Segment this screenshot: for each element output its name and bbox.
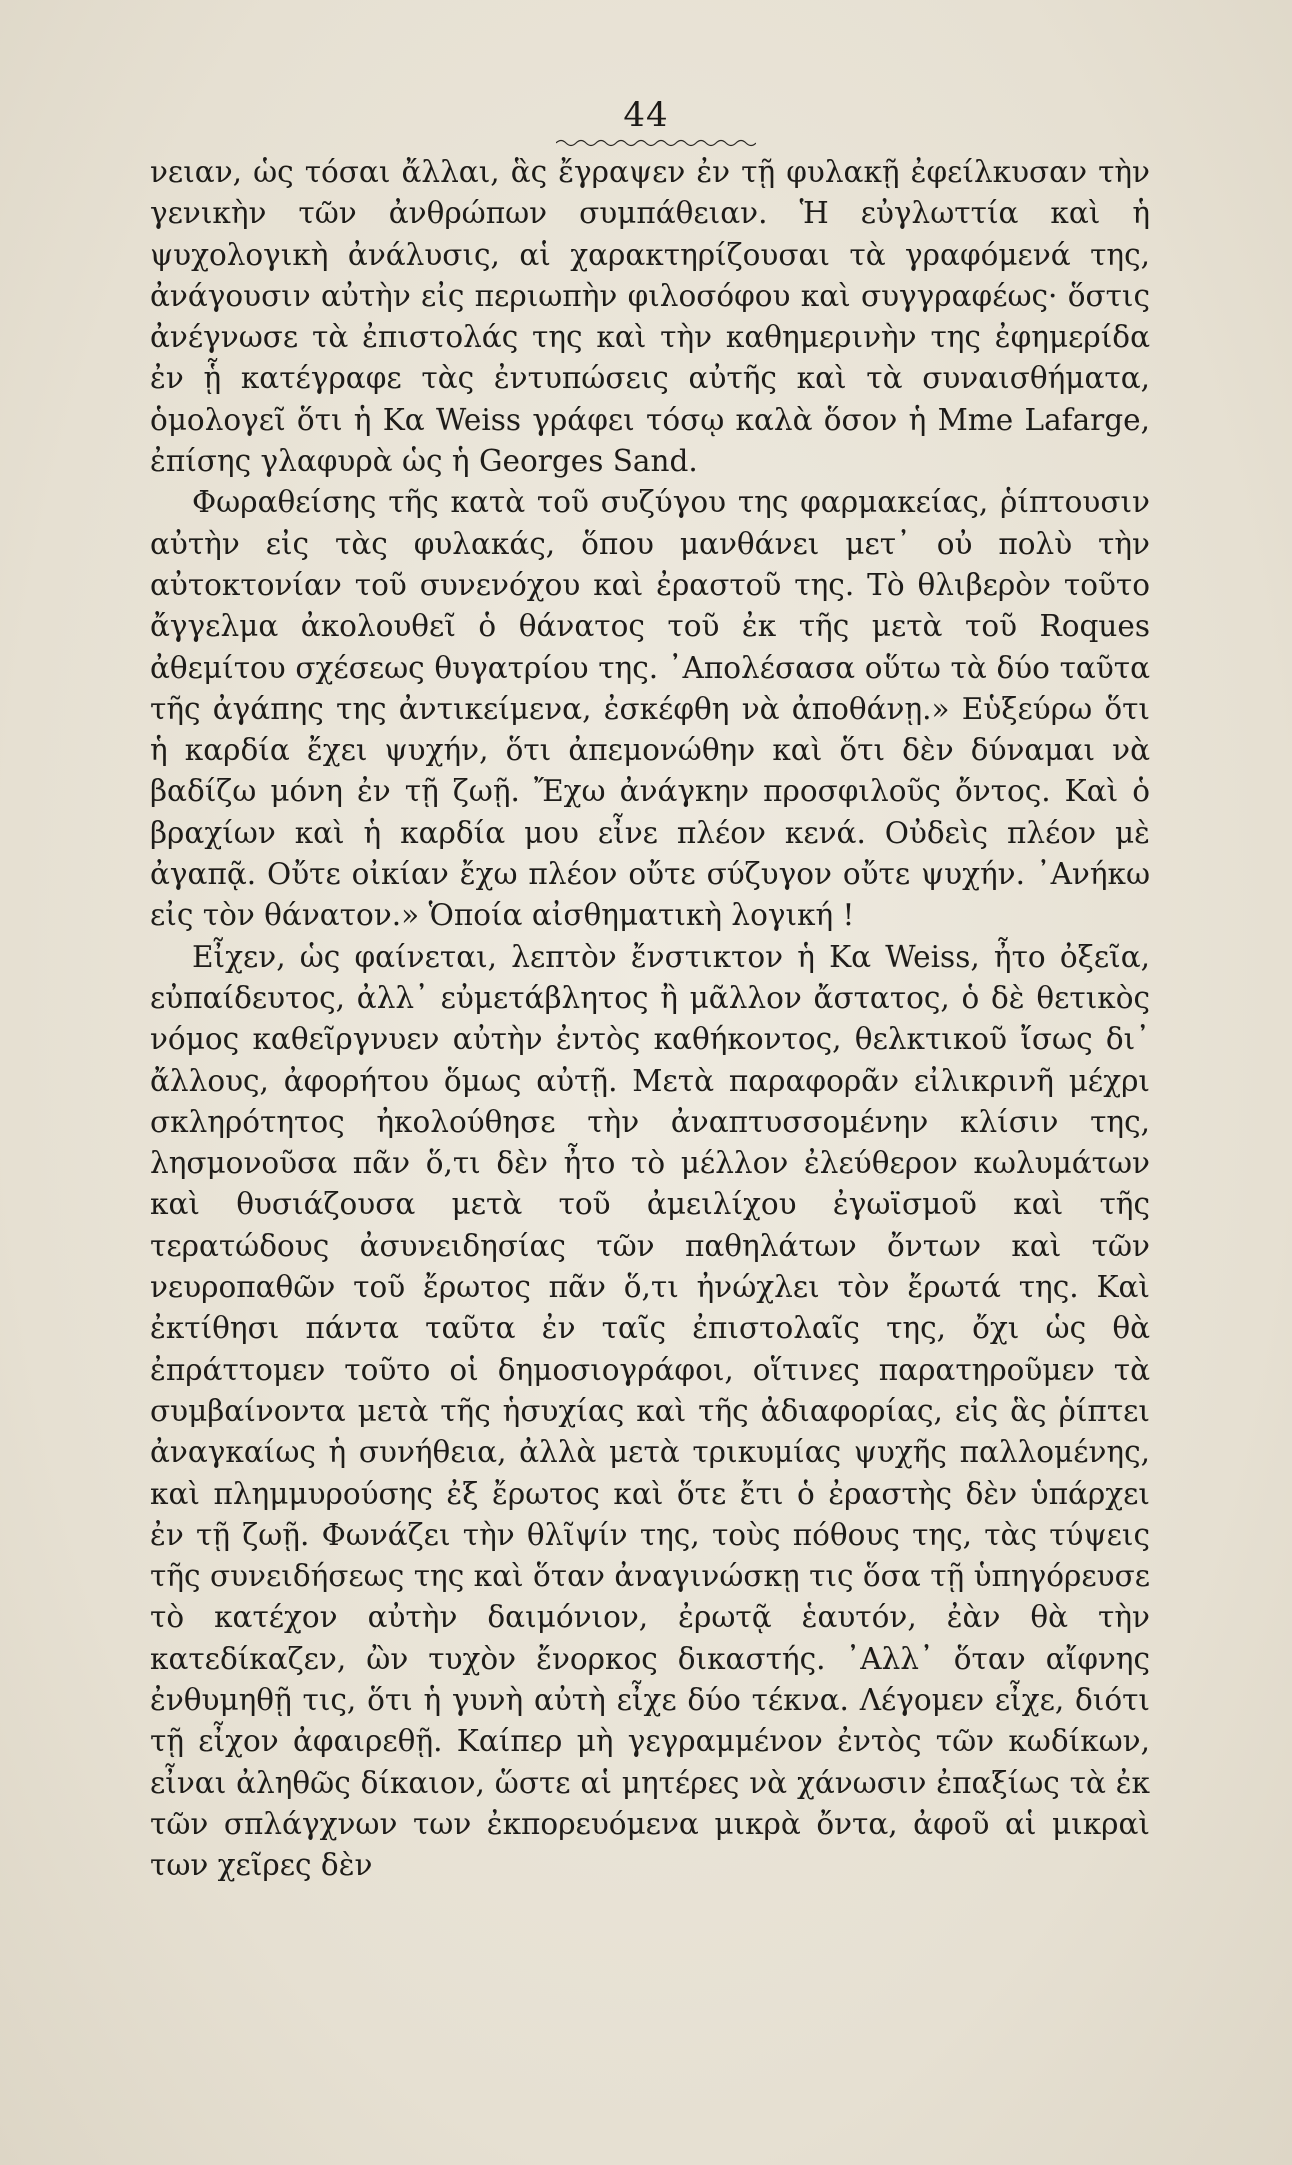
page-number-ornament — [556, 138, 756, 148]
paragraph-poisoning: Φωραθείσης τῆς κατὰ τοῦ συζύγου της φαρμακείας, ῥίπτουσιν αὐτὴν εἰς τὰς φυλακάς, ὅπου μανθάνει μετ᾽ οὐ πολὺ τὴν αὐτοκτονίαν τοῦ συνενόχου καὶ ἐραστοῦ της. Τὸ θλιβερὸν τοῦτο ἄγγελμα ἀκολουθεῖ ὁ θάνατος τοῦ ἐκ τῆς μετὰ τοῦ Roques ἀθεμίτου σχέσεως θυγατρίου της. ᾿Απολέσασα οὕτω τὰ δύο ταῦτα τῆς ἀγάπης της ἀντικείμενα, ἐσκέφθη νὰ ἀποθάνῃ.» Εὑξεύρω ὅτι ἡ καρδία ἔχει ψυχήν, ὅτι ἀπεμονώθην καὶ ὅτι δὲν δύναμαι νὰ βαδίζω μόνη ἐν τῇ ζωῇ. Ἔχω ἀνάγκην προσφιλοῦς ὄντος. Καὶ ὁ βραχίων καὶ ἡ καρδία μου εἶνε πλέον κενά. Οὐδεὶς πλέον μὲ ἀγαπᾷ. Οὔτε οἰκίαν ἔχω πλέον οὔτε σύζυγον οὔτε ψυχήν. ᾿Ανήκω εἰς τὸν θάνατον.» Ὁποία αἰσθηματικὴ λογική ! — [150, 485, 1150, 933]
paragraph-character: Εἶχεν, ὡς φαίνεται, λεπτὸν ἔνστικτον ἡ Κα Weiss, ἦτο ὀξεῖα, εὐπαίδευτος, ἀλλ᾽ εὐμετάβλητος ἢ μᾶλλον ἄστατος, ὁ δὲ θετικὸς νόμος καθεῖργνυεν αὐτὴν ἐντὸς καθήκοντος, θελκτικοῦ ἴσως δι᾽ ἄλλους, ἀφορήτου ὅμως αὐτῇ. Μετὰ παραφορᾶν εἰλικρινῆ μέχρι σκληρότητος ἠκολούθησε τὴν ἀναπτυσσομένην κλίσιν της, λησμονοῦσα πᾶν ὅ,τι δὲν ἦτο τὸ μέλλον ἐλεύθερον κωλυμάτων καὶ θυσιάζουσα μετὰ τοῦ ἀμειλίχου ἐγωϊσμοῦ καὶ τῆς τερατώδους ἀσυνειδησίας τῶν παθηλάτων ὄντων καὶ τῶν νευροπαθῶν τοῦ ἔρωτος πᾶν ὅ,τι ἠνώχλει τὸν ἔρωτά της. Καὶ ἐκτίθησι πάντα ταῦτα ἐν ταῖς ἐπιστολαῖς της, ὄχι ὡς θὰ ἐπράττομεν τοῦτο οἱ δημοσιογράφοι, οἵτινες παρατηροῦμεν τὰ συμβαίνοντα μετὰ τῆς ἡσυχίας καὶ τῆς ἀδιαφορίας, εἰς ἃς ῥίπτει ἀναγκαίως ἡ συνήθεια, ἀλλὰ μετὰ τρικυμίας ψυχῆς παλλομένης, καὶ πλημμυρούσης ἐξ ἔρωτος καὶ ὅτε ἔτι ὁ ἐραστὴς δὲν ὑπάρχει ἐν τῇ ζωῇ. Φωνάζει τὴν θλῖψίν της, τοὺς πόθους της, τὰς τύψεις τῆς συνειδήσεως της καὶ ὅταν ἀναγινώσκῃ τις ὅσα τῇ ὑπηγόρευσε τὸ κατέχον αὐτὴν δαιμόνιον, ἐρωτᾷ ἑαυτόν, ἐὰν θὰ τὴν κατεδίκαζεν, ὢν τυχὸν ἔνορκος δικαστής. ᾿Αλλ᾽ ὅταν αἴφνης ἐνθυμηθῇ τις, ὅτι ἡ γυνὴ αὐτὴ εἶχε δύο τέκνα. Λέγομεν εἶχε, διότι τῇ εἶχον ἀφαιρεθῇ. Καίπερ μὴ γεγραμμένον ἐντὸς τῶν κωδίκων, εἶναι ἀληθῶς δίκαιον, ὥστε αἱ μητέρες νὰ χάνωσιν ἐπαξίως τὰ ἐκ τῶν σπλάγχνων των ἐκπορευόμενα μικρὰ ὄντα, ἀφοῦ αἱ μικραὶ των χεῖρες δὲν — [150, 939, 1150, 1883]
page-number: 44 — [623, 95, 669, 135]
paragraph-continuation: νειαν, ὡς τόσαι ἄλλαι, ἃς ἔγραψεν ἐν τῇ φυλακῇ ἐφείλκυσαν τὴν γενικὴν τῶν ἀνθρώπων συμπάθειαν. Ἡ εὐγλωττία καὶ ἡ ψυχολογικὴ ἀνάλυσις, αἱ χαρακτηρίζουσαι τὰ γραφόμενά της, ἀνάγουσιν αὐτὴν εἰς περιωπὴν φιλοσόφου καὶ συγγραφέως· ὅστις ἀνέγνωσε τὰ ἐπιστολάς της καὶ τὴν καθημερινὴν της ἐφημερίδα ἐν ᾗ κατέγραφε τὰς ἐντυπώσεις αὐτῆς καὶ τὰ συναισθήματα, ὁμολογεῖ ὅτι ἡ Κα Weiss γράφει τόσῳ καλὰ ὅσον ἡ Mme Lafarge, ἐπίσης γλαφυρὰ ὡς ἡ Georges Sand. — [150, 155, 1150, 479]
body-text — [150, 152, 1150, 1886]
